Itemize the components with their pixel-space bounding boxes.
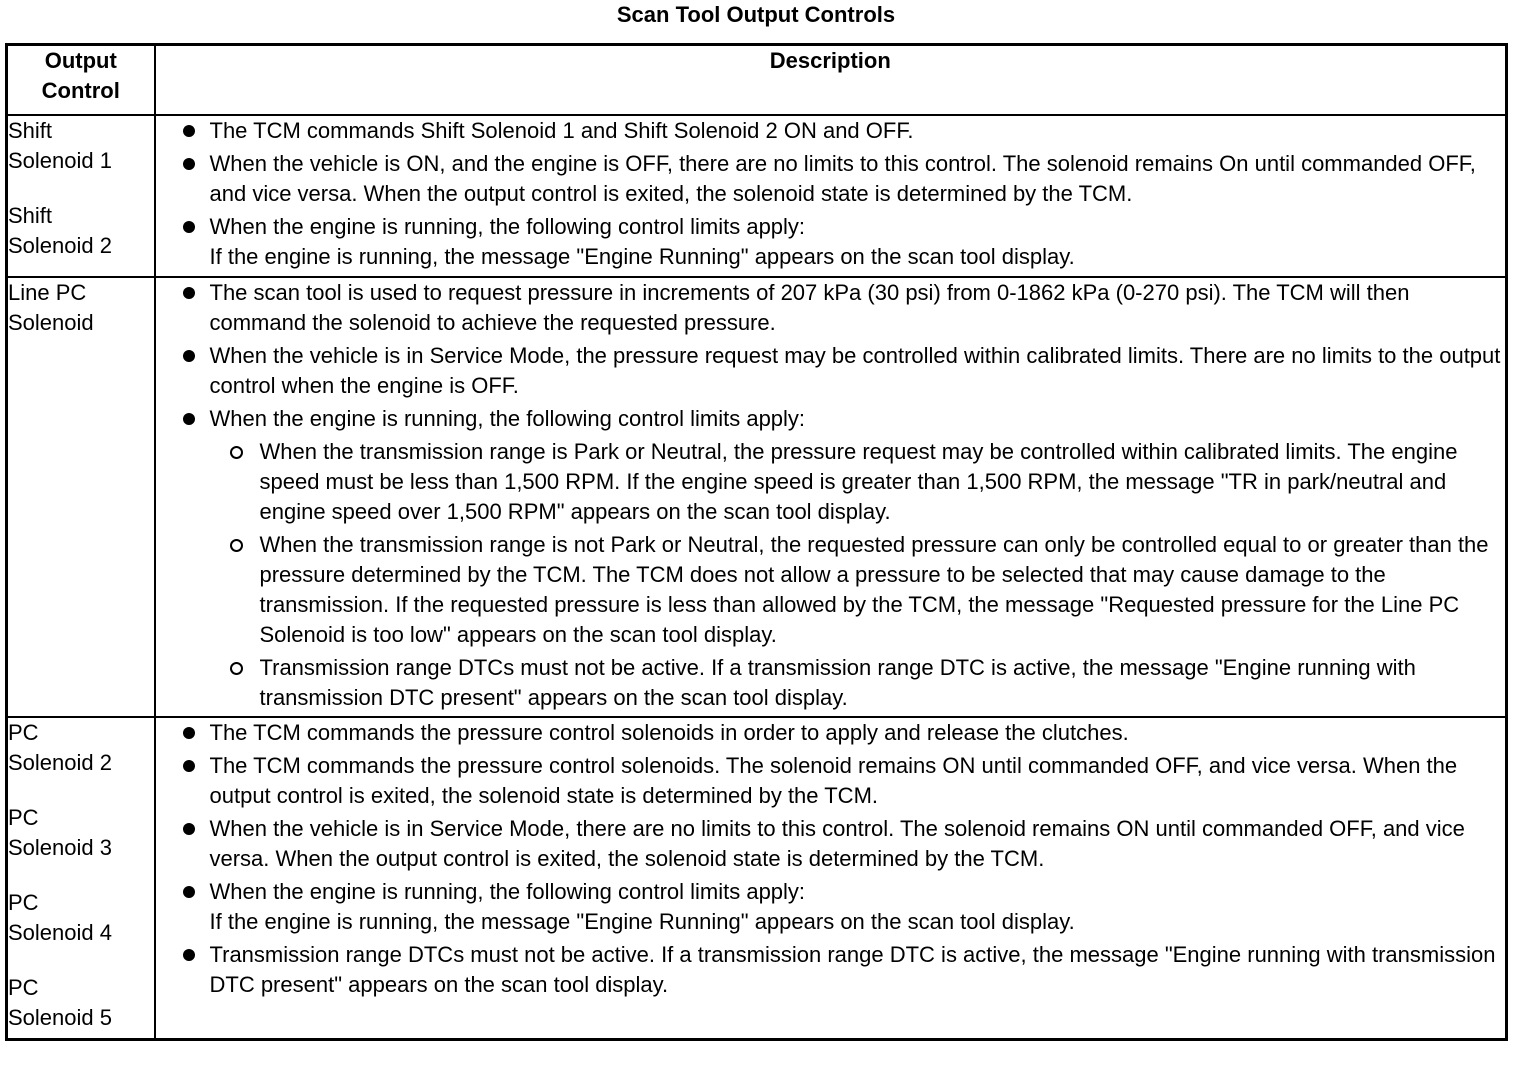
bullet-icon [183, 886, 195, 898]
sub-bullet-icon [230, 539, 243, 552]
bullet-icon [183, 760, 195, 772]
bullet-icon [183, 221, 195, 233]
header-description: Description [155, 45, 1507, 116]
bullet-icon [183, 823, 195, 835]
list-item: The TCM commands the pressure control solenoids in order to apply and release the clutches. [210, 718, 1506, 748]
bullet-icon [183, 949, 195, 961]
header-row [7, 45, 1507, 116]
sub-bullet-icon [230, 446, 243, 459]
sub-list-item: When the transmission range is not Park or Neutral, the requested pressure can only be controlled equal to or greater than the pressure determined by the TCM. The TCM does not allow a pressure to be selected that may cause damage to the transmission. If the requested pressure is less than allowed by the TCM, the message "Requested pressure for the Line PC Solenoid is too low" appears on the scan tool display. [260, 530, 1506, 650]
list-item: Transmission range DTCs must not be active. If a transmission range DTC is active, the message "Engine running with transmission DTC present" appears on the scan tool display. [210, 940, 1506, 1000]
header-output-control: Output Control [7, 45, 155, 116]
bullet-icon [183, 125, 195, 137]
sub-bullet-icon [230, 662, 243, 675]
list-item: The TCM commands Shift Solenoid 1 and Shift Solenoid 2 ON and OFF. [210, 116, 1506, 146]
bullet-icon [183, 287, 195, 299]
list-item: The TCM commands the pressure control solenoids. The solenoid remains ON until commanded OFF, and vice versa. When the output control is exited, the solenoid state is determined by the TCM. [210, 751, 1506, 811]
output-control-label: PC Solenoid 5 [8, 975, 112, 1030]
bullet-icon [183, 413, 195, 425]
output-control-cell [7, 277, 155, 717]
output-control-cell [7, 115, 155, 277]
table-row [7, 717, 1507, 1040]
bullet-list [156, 718, 1506, 1000]
bullet-icon [183, 727, 195, 739]
output-control-cell [7, 717, 155, 1040]
sub-list-item: Transmission range DTCs must not be active. If a transmission range DTC is active, the message "Engine running with transmission DTC present" appears on the scan tool display. [260, 653, 1506, 713]
description-cell [155, 115, 1507, 277]
bullet-icon [183, 158, 195, 170]
sub-list-item: When the transmission range is Park or Neutral, the pressure request may be controlled within calibrated limits. The engine speed must be less than 1,500 RPM. If the engine speed is greater than 1,500 RPM, the message "TR in park/neutral and engine speed over 1,500 RPM" appears on the scan tool display. [260, 437, 1506, 527]
output-control-label: Shift Solenoid 1 [8, 118, 112, 173]
sub-bullet-list [210, 437, 1506, 713]
list-item: When the vehicle is in Service Mode, there are no limits to this control. The solenoid remains ON until commanded OFF, and vice versa. When the output control is exited, the solenoid state is determined by the TCM. [210, 814, 1506, 874]
description-cell [155, 277, 1507, 717]
bullet-icon [183, 350, 195, 362]
output-control-label: PC Solenoid 2 [8, 720, 112, 775]
list-item: When the engine is running, the following control limits apply: If the engine is running, the message "Engine Running" appears on the scan tool display. [210, 877, 1506, 937]
note-text: If the engine is running, the message "Engine Running" appears on the scan tool display. [209, 244, 1075, 269]
bullet-list [156, 278, 1506, 713]
table-title: Scan Tool Output Controls [616, 2, 896, 27]
output-control-label: Line PC Solenoid [8, 280, 94, 335]
output-control-label: PC Solenoid 4 [8, 890, 112, 945]
list-item: When the vehicle is ON, and the engine is OFF, there are no limits to this control. The solenoid remains On until commanded OFF, and vice versa. When the output control is exited, the solenoid state is determined by the TCM. [210, 149, 1506, 209]
table-row [7, 115, 1507, 277]
output-control-label: Shift Solenoid 2 [8, 203, 112, 258]
note-text: If the engine is running, the message "Engine Running" appears on the scan tool display. [209, 909, 1075, 934]
list-item: When the engine is running, the following control limits apply: If the engine is running, the message "Engine Running" appears on the scan tool display. [210, 212, 1506, 272]
bullet-list [156, 116, 1506, 272]
list-item: The scan tool is used to request pressure in increments of 207 kPa (30 psi) from 0-1862 kPa (0-270 psi). The TCM will then command the solenoid to achieve the requested pressure. [210, 278, 1506, 338]
output-control-label: PC Solenoid 3 [8, 805, 112, 860]
list-item: When the vehicle is in Service Mode, the pressure request may be controlled within calibrated limits. There are no limits to the output control when the engine is OFF. [210, 341, 1506, 401]
description-cell [155, 717, 1507, 1040]
list-item: When the engine is running, the following control limits apply: When the transmission range is Park or Neutral, the pressure request may be controlled within calibrated limits. The engine speed must be less than 1,500 RPM. If the engine speed is greater than 1,500 RPM, the message "TR in park/neutral and engine speed over 1,500 RPM" appears on the scan tool display. When the transmission range is not Park or Neutral, the requested pressure can only be controlled equal to or greater than the pressure determined by the TCM. The TCM does not allow a pressure to be selected that may cause damage to the transmission. If the requested pressure is less than allowed by the TCM, the message "Requested pressure for the Line PC Solenoid is too low" appears on the scan tool display. Transmission range DTCs must not be active. If a transmission range DTC is active, the message "Engine running with transmission DTC present" appears on the scan tool display. [210, 404, 1506, 713]
table-row [7, 277, 1507, 717]
output-controls-table [5, 43, 1508, 1041]
